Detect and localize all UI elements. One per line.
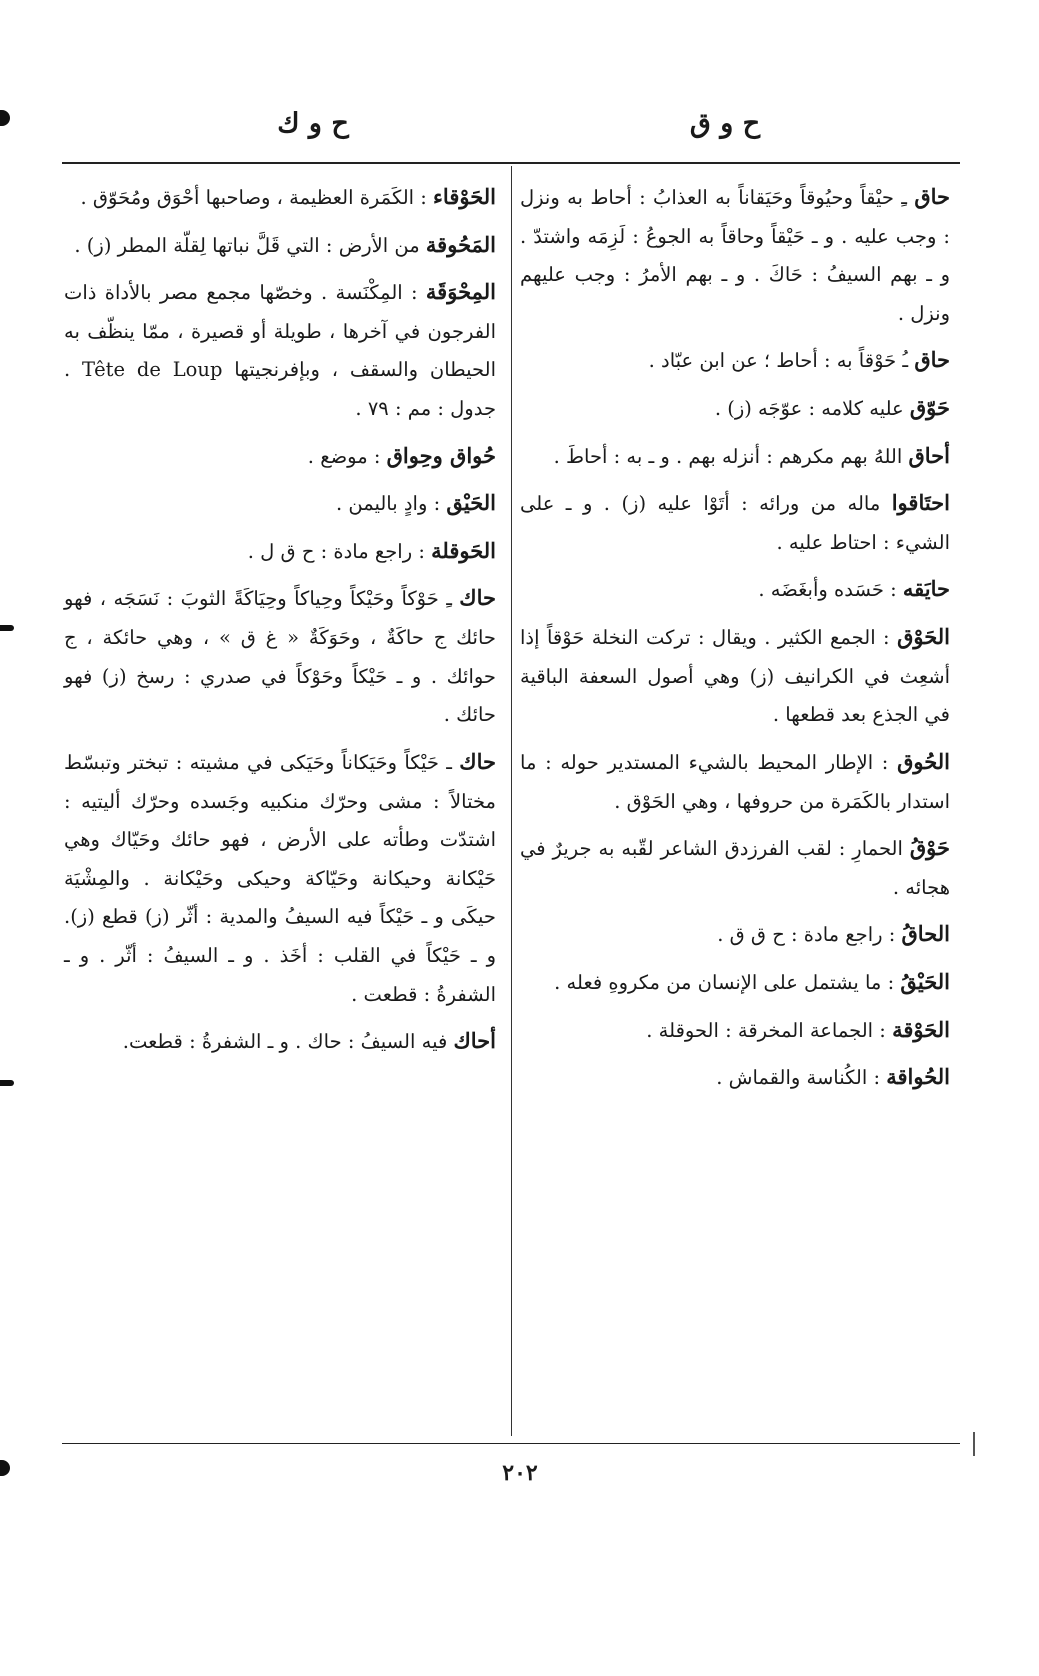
- scan-edge-mark: [0, 1460, 10, 1476]
- entry-headword: الحَوقلة: [431, 537, 496, 563]
- entry-headword: حاق: [914, 347, 950, 373]
- entry-headword: المِحْوَقَة: [425, 279, 496, 305]
- dictionary-entry: [64, 482, 496, 524]
- entry-definition: : راجع مادة : ح ق ق .: [717, 923, 902, 947]
- entry-headword: أحاق: [908, 442, 950, 468]
- dictionary-entry: [64, 530, 496, 572]
- dictionary-entry: [520, 1056, 950, 1098]
- dictionary-entry: [520, 339, 950, 381]
- entry-definition: : المِكْنَسة . وخصّها مجمع مصر بالأداة ذات الفرجون في آخرها ، طويلة أو قصيرة ، ممّا ينظّف به الحيطان والسقف ، وبإفرنجيتها Tête de Loup . جدول : مم : ٧٩ .: [64, 281, 496, 421]
- scan-edge-mark: [973, 1432, 975, 1456]
- entry-definition: ماله من ورائه : أتَوْا عليه (ز) . و ـ على الشيء : احتاط عليه .: [520, 492, 950, 554]
- dictionary-entry: [64, 176, 496, 218]
- entry-definition: ـُ حَوْقاً به : أحاط ؛ عن ابن عبّاد .: [648, 349, 915, 373]
- dictionary-entry: [520, 961, 950, 1003]
- entry-headword: الحُواقة: [886, 1064, 950, 1090]
- dictionary-entry: [64, 435, 496, 477]
- entry-headword: حُواق وحِواق: [386, 442, 496, 468]
- dictionary-entry: [64, 741, 496, 1014]
- entry-definition: ـِ حَوْكاً وحَيْكاً وحِياكاً وحِيَاكَةً الثوبَ : نَسَجَه ، فهو حائك ج حاكَةٌ ، وحَوَكَةٌ « غ ق » ، وهي حائكة ، ج حوائك . و ـ حَيْكاً وحَوْكاً في صدري : رسخ (ز) فهو حائك .: [64, 587, 496, 727]
- dictionary-entry: [520, 568, 950, 610]
- left-column: [64, 176, 496, 1068]
- scan-edge-mark: [0, 625, 14, 631]
- column-divider: [511, 166, 512, 1436]
- entry-definition: : وادٍ باليمن .: [335, 492, 447, 516]
- entry-headword: الحَوْقة: [892, 1016, 950, 1042]
- dictionary-entry: [520, 176, 950, 333]
- dictionary-entry: [520, 482, 950, 562]
- scan-edge-mark: [0, 1080, 14, 1086]
- entry-definition: اللهُ بهم مكرهم : أنزله بهم . و ـ به : أحاطَ .: [553, 444, 909, 468]
- entry-headword: حاق: [914, 184, 950, 209]
- dictionary-entry: [64, 224, 496, 266]
- entry-headword: حاك: [459, 748, 496, 774]
- entry-headword: الحُوق: [897, 748, 950, 774]
- dictionary-entry: [520, 741, 950, 821]
- entry-headword: الحَوْقاء: [433, 184, 496, 209]
- entry-definition: عليه كلامه : عوّجَه (ز) .: [714, 397, 910, 421]
- entry-definition: الحمارِ : لقب الفرزدق الشاعر لقّبه به جريرٌ في هجائه .: [520, 837, 950, 899]
- dictionary-entry: [64, 577, 496, 734]
- entry-headword: حَوْقُ: [909, 835, 950, 861]
- dictionary-entry: [520, 387, 950, 429]
- entry-headword: احتَاقوا: [891, 490, 950, 516]
- entry-definition: : الكُناسة والقماش .: [716, 1066, 887, 1090]
- dictionary-entry: [520, 1009, 950, 1051]
- entry-headword: حايَقه: [902, 576, 950, 602]
- dictionary-entry: [64, 1020, 496, 1062]
- running-header-right: ح و ق: [689, 108, 761, 139]
- dictionary-entry: [520, 913, 950, 955]
- entry-headword: حَوّق: [909, 395, 950, 421]
- running-header-left: ح و ك: [277, 108, 349, 139]
- footer-rule: [62, 1443, 960, 1444]
- entry-headword: أحاك: [453, 1028, 496, 1054]
- entry-definition: : الجماعة المخرقة : الحوقلة .: [646, 1018, 893, 1042]
- entry-definition: فيه السيفُ : حاك . و ـ الشفرةُ : قطعت.: [122, 1030, 454, 1054]
- entry-definition: ـِ حيْقاً وحيُوقاً وحَيَقاناً به العذابُ : أحاط به ونزل : وجب عليه . و ـ حَيْقاً وحاقاً به الجوعُ : لَزِمَه واشتدّ . و ـ بهم السيفُ : حَاكَ . و ـ بهم الأمرُ : وجب عليهم ونزل .: [520, 186, 950, 325]
- entry-definition: ـ حَيْكاً وحَيَكاناً وحَيَكى في مشيته : تبختر وتبسّط مختالاً : مشى وحرّك منكبيه وجَسده وحرّك أليتيه : اشتدّت وطأته على الأرض ، فهو حائك وحَيّاك وهي حَيْكانة وحيكانة وحَيّاكة وحيكى وحَيْكانة . والمِشْيَة حيكَى و ـ حَيْكاً فيه السيفُ والمدية : أثّر (ز) قطع (ز). و ـ حَيْكاً في القلب : أخَذ . و ـ السيفُ : أثّر . و ـ الشفرةُ : قطعت .: [64, 750, 496, 1006]
- entry-definition: : ما يشتمل على الإنسان من مكروهِ فعله .: [554, 970, 901, 994]
- dictionary-entry: [64, 271, 496, 428]
- dictionary-entry: [520, 827, 950, 907]
- entry-headword: الحَيْقُ: [900, 968, 950, 994]
- dictionary-entry: [520, 616, 950, 735]
- right-column: [520, 176, 950, 1104]
- entry-definition: : موضع .: [307, 444, 387, 468]
- entry-headword: حاك: [459, 585, 496, 611]
- entry-definition: : حَسَده وأبغَضَه .: [758, 578, 903, 602]
- entry-definition: من الأرض : التي قَلَّ نباتها لِقلّة المطر (ز) .: [74, 233, 426, 257]
- entry-definition: : الكَمَرة العظيمة ، وصاحبها أحْوَق ومُحَوّق .: [80, 186, 434, 209]
- entry-headword: المَحُوقة: [425, 231, 496, 257]
- page-number: ٢٠٢: [502, 1460, 538, 1486]
- entry-definition: : الجمع الكثير . ويقال : تركت النخلة حَوْقاً إذا أشعِث في الكرانيف (ز) وهي أصول السعفة الباقية في الجذع بعد قطعها .: [520, 626, 950, 727]
- entry-headword: الحَوْق: [897, 624, 950, 650]
- scan-edge-mark: [0, 110, 10, 126]
- entry-definition: : الإطار المحيط بالشيء المستدير حوله : ما استدار بالكَمَرة من حروفها ، وهي الحَوْق .: [520, 750, 950, 813]
- entry-headword: الحاقُ: [901, 921, 950, 947]
- dictionary-entry: [520, 435, 950, 477]
- header-rule: [62, 162, 960, 164]
- entry-definition: : راجع مادة : ح ق ل .: [247, 539, 432, 563]
- entry-headword: الحَيْق: [446, 490, 496, 516]
